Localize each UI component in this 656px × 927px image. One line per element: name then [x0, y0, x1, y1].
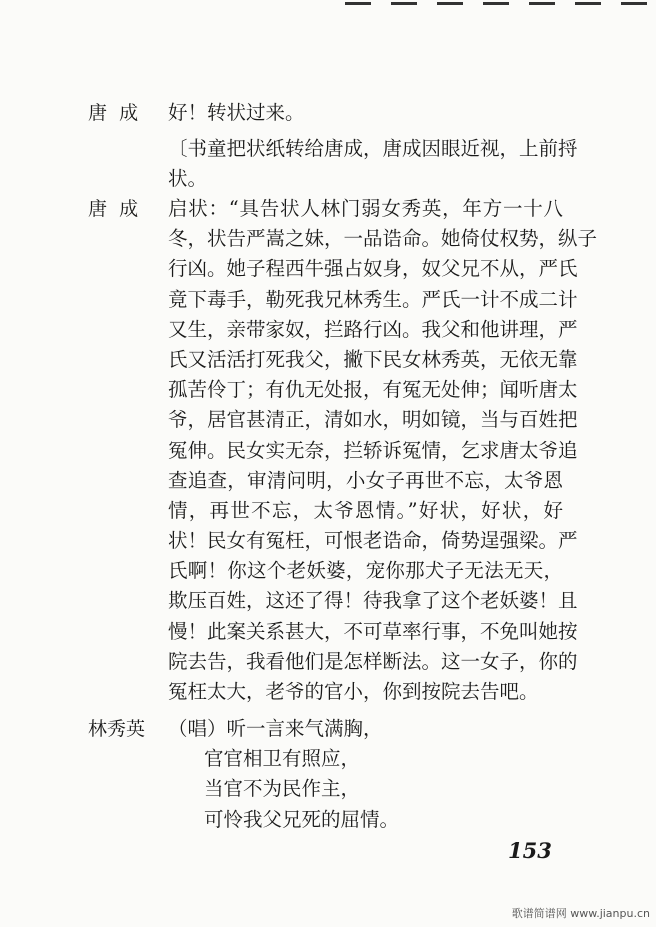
entry-tangcheng-1 [88, 98, 568, 128]
watermark: 歌谱简谱网 www.jianpu.cn [511, 907, 650, 920]
dialogue-line: 〔书童把状纸转给唐成，唐成因眼近视，上前捋 [168, 137, 578, 160]
page-number: 153 [508, 838, 552, 863]
dialogue-line: 可怜我父兄死的屈情。 [204, 807, 400, 831]
dialogue-line: 查追查，审清问明，小女子再世不忘，太爷恩 [168, 468, 563, 492]
dialogue-line: 氏啊！你这个老妖婆，宠你那犬子无法无天， [168, 559, 563, 583]
dialogue-line: 孤苦伶丁；有仇无处报，有冤无处伸；闻听唐太 [168, 378, 578, 402]
dialogue-line: 状。 [168, 167, 208, 191]
dialogue-line: 冤伸。民女实无奈，拦轿诉冤情，乞求唐太爷追 [168, 438, 578, 462]
dialogue-line: 好！转状过来。 [168, 101, 305, 124]
dialogue-line: 当官不为民作主， [204, 777, 361, 801]
header-rule-marks [345, 2, 647, 5]
dialogue-line: 氏又活活打死我父，撇下民女林秀英，无依无靠 [168, 347, 578, 371]
dialogue-line: 竟下毒手，勒死我兄林秀生。严氏一计不成二计 [168, 287, 578, 311]
dialogue-line: 欺压百姓，这还了得！待我拿了这个老妖婆！且 [168, 589, 578, 613]
dialogue-line: 慢！此案关系甚大，不可草率行事，不免叫她按 [168, 619, 578, 643]
dialogue-line: 官官相卫有照应， [204, 747, 361, 771]
speaker: 唐 成 [88, 102, 139, 124]
stage-direction [88, 134, 578, 194]
speaker: 唐 成 [88, 198, 139, 220]
entry-linxiuying-song [88, 714, 568, 835]
entry-tangcheng-2 [88, 194, 598, 707]
dialogue-line: （唱）听一言来气满胸， [168, 717, 383, 740]
dialogue-line: 冬，状告严嵩之妹，一品诰命。她倚仗权势，纵子 [168, 227, 598, 251]
dialogue-line: 爷，居官甚清正，清如水，明如镜，当与百姓把 [168, 408, 578, 432]
dialogue-line: 情，再世不忘，太爷恩情。”好状，好状，好 [168, 498, 563, 522]
dialogue-line: 又生，亲带家奴，拦路行凶。我父和他讲理，严 [168, 317, 578, 341]
dialogue-line: 状！民女有冤枉，可恨老诰命，倚势逞强梁。严 [168, 529, 578, 553]
dialogue-line: 院去告，我看他们是怎样断法。这一女子，你的 [168, 649, 578, 673]
dialogue-line: 启状：“具告状人林门弱女秀英，年方一十八 [168, 197, 563, 220]
dialogue-line: 冤枉太大，老爷的官小，你到按院去告吧。 [168, 680, 539, 703]
dialogue-line: 行凶。她子程西牛强占奴身，奴父兄不从，严氏 [168, 257, 578, 281]
speaker: 林秀英 [88, 718, 146, 740]
